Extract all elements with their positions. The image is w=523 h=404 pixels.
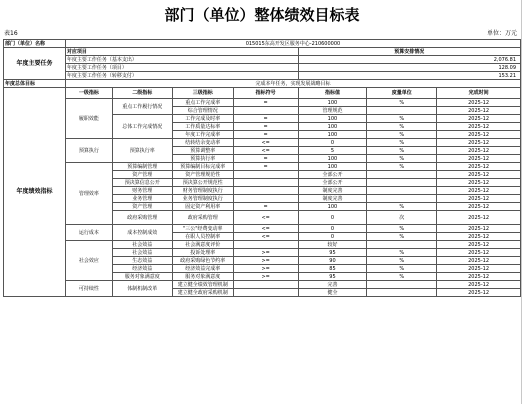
- measure-unit: %: [367, 123, 437, 131]
- measure-unit: [367, 289, 437, 297]
- budget-col-header: 预算安排情况: [298, 48, 520, 56]
- annual-task-label: 年度主要任务: [4, 48, 66, 80]
- header-unit: 度量单位: [367, 88, 437, 99]
- deadline: 2025-12: [437, 99, 521, 107]
- indicator-symbol: =: [233, 115, 298, 123]
- indicator-row: [4, 241, 521, 249]
- indicator-symbol: <=: [233, 147, 298, 155]
- page-title: 部门（单位）整体绩效目标表: [164, 6, 360, 24]
- task-budget: 128.09: [298, 64, 520, 72]
- deadline: 2025-12: [437, 171, 521, 179]
- deadline: 2025-12: [437, 273, 521, 281]
- indicator-row: [4, 225, 521, 233]
- indicator-value: 全部公开: [298, 171, 367, 179]
- level2-indicator: 成本控制成效: [112, 225, 172, 241]
- indicator-symbol: >=: [233, 249, 298, 257]
- level2-indicator: 资产管理: [112, 203, 172, 211]
- indicator-value: 0: [298, 225, 367, 233]
- indicator-symbol: [233, 281, 298, 289]
- indicator-symbol: [233, 187, 298, 195]
- task-row: [4, 56, 521, 64]
- task-row: [4, 72, 521, 80]
- measure-unit: %: [367, 249, 437, 257]
- indicator-symbol: [233, 289, 298, 297]
- table-number: 表16: [4, 30, 18, 37]
- indicator-header-row: [4, 88, 521, 99]
- header-deadline: 完成时间: [437, 88, 521, 99]
- level1-indicator: 履职效能: [65, 99, 112, 139]
- indicator-symbol: >=: [233, 273, 298, 281]
- level3-indicator: 预算编制目标完成率: [172, 163, 233, 171]
- level2-indicator: 体制机制改革: [112, 281, 172, 297]
- task-name: 年度主要工作任务（项目）: [65, 64, 298, 72]
- level3-indicator: 财务管理制度执行: [172, 187, 233, 195]
- deadline: 2025-12: [437, 163, 521, 171]
- annual-goal-value: 完成本年任务，实现发展战略目标: [65, 80, 520, 88]
- deadline: 2025-12: [437, 241, 521, 249]
- indicator-value: 全部公开: [298, 179, 367, 187]
- task-budget: 153.21: [298, 72, 520, 80]
- annual-goal-label: 年度总体目标: [4, 80, 66, 88]
- deadline: 2025-12: [437, 211, 521, 225]
- indicator-symbol: =: [233, 123, 298, 131]
- indicator-value: 较好: [298, 241, 367, 249]
- deadline: 2025-12: [437, 257, 521, 265]
- task-row: [4, 64, 521, 72]
- indicator-symbol: =: [233, 155, 298, 163]
- level3-indicator: 预决算公开规范性: [172, 179, 233, 187]
- indicator-symbol: >=: [233, 257, 298, 265]
- level2-indicator: 业务管理: [112, 195, 172, 203]
- level2-indicator: 预算执行率: [112, 139, 172, 163]
- measure-unit: [367, 195, 437, 203]
- deadline: 2025-12: [437, 179, 521, 187]
- level3-indicator: 经济效益完成率: [172, 265, 233, 273]
- measure-unit: [367, 179, 437, 187]
- level2-indicator: 预算编制管理: [112, 163, 172, 171]
- indicator-value: 0: [298, 233, 367, 241]
- indicator-value: 0: [298, 139, 367, 147]
- performance-label: 年度绩效指标: [4, 88, 66, 297]
- indicator-value: 完善: [298, 281, 367, 289]
- deadline: 2025-12: [437, 131, 521, 139]
- measure-unit: %: [367, 257, 437, 265]
- indicator-symbol: =: [233, 131, 298, 139]
- indicator-value: 健全: [298, 289, 367, 297]
- indicator-symbol: [233, 195, 298, 203]
- level1-indicator: 可持续性: [65, 281, 112, 297]
- measure-unit: %: [367, 147, 437, 155]
- measure-unit: [367, 107, 437, 115]
- measure-unit: %: [367, 131, 437, 139]
- unit-name-label: 部门（单位）名称: [4, 40, 66, 48]
- indicator-value: 95: [298, 249, 367, 257]
- header-level3: 三级指标: [172, 88, 233, 99]
- indicator-value: 制度完善: [298, 187, 367, 195]
- deadline: 2025-12: [437, 265, 521, 273]
- measure-unit: [367, 171, 437, 179]
- deadline: 2025-12: [437, 123, 521, 131]
- indicator-value: 100: [298, 203, 367, 211]
- level3-indicator: 在职人员控制率: [172, 233, 233, 241]
- measure-unit: %: [367, 115, 437, 123]
- task-budget: 2,076.81: [298, 56, 520, 64]
- deadline: 2025-12: [437, 289, 521, 297]
- level1-indicator: 社会效应: [65, 241, 112, 281]
- measure-unit: %: [367, 163, 437, 171]
- measure-unit: 次: [367, 211, 437, 225]
- level3-indicator: 政府采购管理: [172, 211, 233, 225]
- deadline: 2025-12: [437, 195, 521, 203]
- header-symbol: 指标符号: [233, 88, 298, 99]
- indicator-value: 管理规范: [298, 107, 367, 115]
- indicator-symbol: >=: [233, 265, 298, 273]
- deadline: 2025-12: [437, 139, 521, 147]
- indicator-value: 100: [298, 155, 367, 163]
- level2-indicator: 生态效益: [112, 257, 172, 265]
- level1-indicator: 管理效率: [65, 163, 112, 225]
- level3-indicator: 业务管理制度执行: [172, 195, 233, 203]
- measure-unit: %: [367, 139, 437, 147]
- performance-table: [3, 39, 521, 297]
- level3-indicator: 预算执行率: [172, 155, 233, 163]
- deadline: 2025-12: [437, 115, 521, 123]
- task-header-row: [4, 48, 521, 56]
- indicator-value: 0: [298, 211, 367, 225]
- measure-unit: %: [367, 99, 437, 107]
- task-name: 年度主要工作任务（转移支付）: [65, 72, 298, 80]
- deadline: 2025-12: [437, 233, 521, 241]
- level3-indicator: 资产管理规范性: [172, 171, 233, 179]
- indicator-symbol: <=: [233, 233, 298, 241]
- deadline: 2025-12: [437, 203, 521, 211]
- indicator-symbol: [233, 171, 298, 179]
- level3-indicator: 年度工作完成率: [172, 131, 233, 139]
- measure-unit: [367, 241, 437, 249]
- level3-indicator: 预算调整率: [172, 147, 233, 155]
- deadline: 2025-12: [437, 155, 521, 163]
- indicator-row: [4, 99, 521, 107]
- level1-indicator: 预算执行: [65, 139, 112, 163]
- indicator-value: 100: [298, 115, 367, 123]
- level3-indicator: "三公"经费变动率: [172, 225, 233, 233]
- header-level1: 一级指标: [65, 88, 112, 99]
- indicator-row: [4, 163, 521, 171]
- indicator-symbol: [233, 179, 298, 187]
- deadline: 2025-12: [437, 147, 521, 155]
- indicator-symbol: [233, 241, 298, 249]
- level3-indicator: 政府采购绿色节约率: [172, 257, 233, 265]
- indicator-symbol: <=: [233, 225, 298, 233]
- indicator-symbol: <=: [233, 211, 298, 225]
- level2-indicator: 财务管理: [112, 187, 172, 195]
- level3-indicator: 综合管理情况: [172, 107, 233, 115]
- level2-indicator: 社会效益: [112, 241, 172, 249]
- level1-indicator: 运行成本: [65, 225, 112, 241]
- level2-indicator: 预决算信息公开: [112, 179, 172, 187]
- level3-indicator: 服务对象满意度: [172, 273, 233, 281]
- level3-indicator: 结转结余变动率: [172, 139, 233, 147]
- indicator-value: 制度完善: [298, 195, 367, 203]
- indicator-value: 100: [298, 99, 367, 107]
- measure-unit: %: [367, 225, 437, 233]
- measure-unit: %: [367, 203, 437, 211]
- measure-unit: %: [367, 233, 437, 241]
- indicator-value: 5: [298, 147, 367, 155]
- deadline: 2025-12: [437, 281, 521, 289]
- level2-indicator: 总体工作完成情况: [112, 115, 172, 139]
- header-value: 指标值: [298, 88, 367, 99]
- unit-row: [4, 40, 521, 48]
- measure-unit: %: [367, 155, 437, 163]
- unit-label: 单位：万元: [486, 30, 517, 37]
- level3-indicator: 重点工作完成率: [172, 99, 233, 107]
- level3-indicator: 社会满意度评价: [172, 241, 233, 249]
- level2-indicator: 社会效益: [112, 249, 172, 257]
- measure-unit: [367, 187, 437, 195]
- level2-indicator: 政府采购管理: [112, 211, 172, 225]
- goal-row: [4, 80, 521, 88]
- unit-name-value: 015015东高开发区服务中心-210600000: [65, 40, 520, 48]
- deadline: 2025-12: [437, 187, 521, 195]
- deadline: 2025-12: [437, 107, 521, 115]
- level2-indicator: 资产管理: [112, 171, 172, 179]
- level2-indicator: 经济效益: [112, 265, 172, 273]
- level3-indicator: 固定资产利用率: [172, 203, 233, 211]
- indicator-symbol: =: [233, 99, 298, 107]
- indicator-value: 100: [298, 163, 367, 171]
- indicator-row: [4, 139, 521, 147]
- level3-indicator: 工作质量达标率: [172, 123, 233, 131]
- level3-indicator: 投诉处理率: [172, 249, 233, 257]
- indicator-value: 100: [298, 123, 367, 131]
- indicator-value: 90: [298, 257, 367, 265]
- indicator-symbol: =: [233, 203, 298, 211]
- level3-indicator: 工作完成及时率: [172, 115, 233, 123]
- task-col-header: 对应项目: [65, 48, 298, 56]
- indicator-symbol: =: [233, 163, 298, 171]
- level2-indicator: 重点工作履行情况: [112, 99, 172, 115]
- deadline: 2025-12: [437, 225, 521, 233]
- level3-indicator: 建立健全绩效管理机制: [172, 281, 233, 289]
- indicator-value: 95: [298, 273, 367, 281]
- spreadsheet-sheet: [3, 0, 522, 404]
- level3-indicator: 建立健全政府采购机制: [172, 289, 233, 297]
- deadline: 2025-12: [437, 249, 521, 257]
- measure-unit: %: [367, 273, 437, 281]
- indicator-row: [4, 281, 521, 289]
- measure-unit: %: [367, 265, 437, 273]
- indicator-symbol: <=: [233, 139, 298, 147]
- measure-unit: [367, 281, 437, 289]
- level2-indicator: 服务对象满意度: [112, 273, 172, 281]
- header-level2: 二级指标: [112, 88, 172, 99]
- indicator-symbol: [233, 107, 298, 115]
- indicator-value: 100: [298, 131, 367, 139]
- indicator-value: 85: [298, 265, 367, 273]
- task-name: 年度主要工作任务（基本支出）: [65, 56, 298, 64]
